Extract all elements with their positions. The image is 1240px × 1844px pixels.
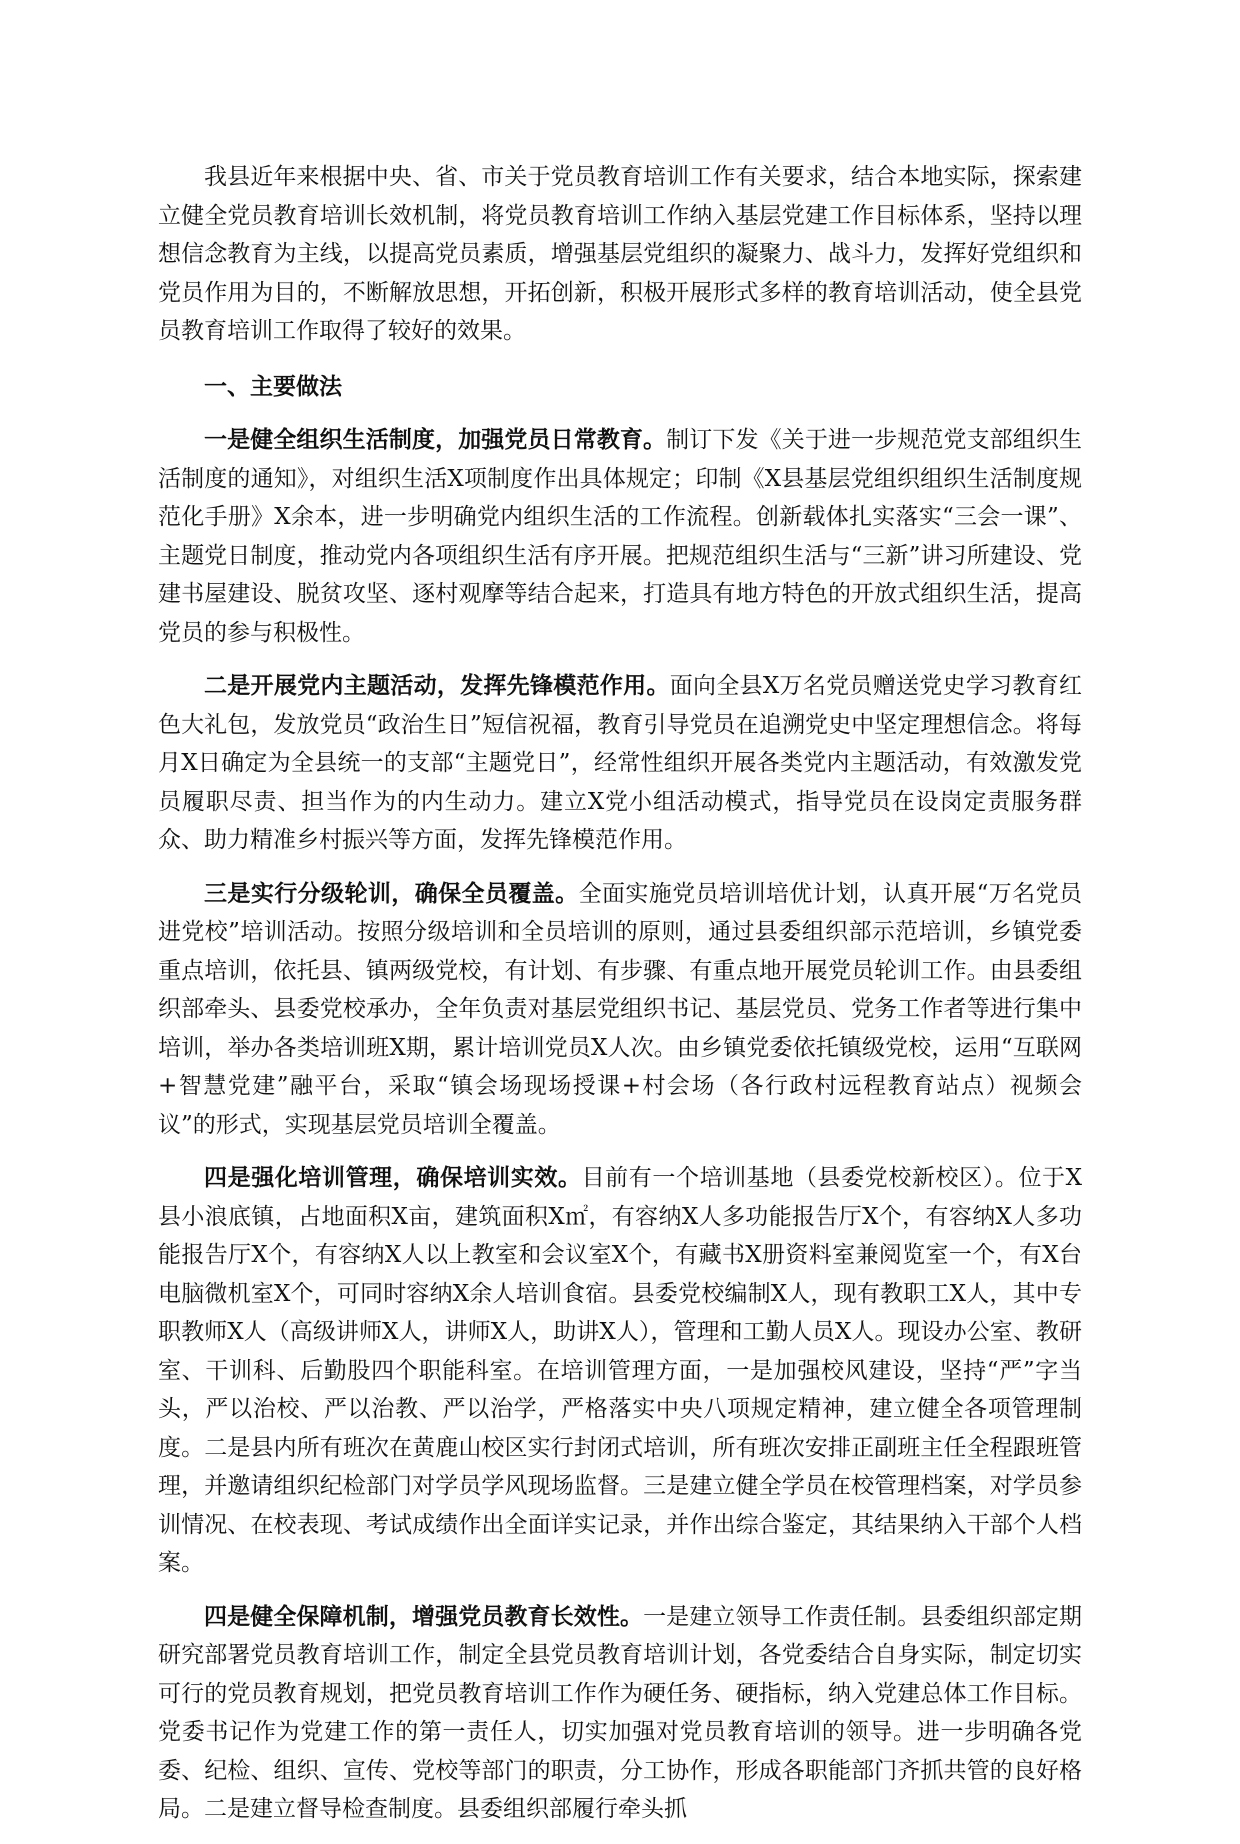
item-lead-2: 二是开展党内主题活动，发挥先锋模范作用。 (204, 672, 670, 699)
item-body-2: 面向全县X万名党员赠送党史学习教育红色大礼包，发放党员“政治生日”短信祝福，教育引导党员在追溯党史中坚定理想信念。将每月X日确定为全县统一的支部“主题党日”，经常性组织开展各类党内主题活动，有效激发党员履职尽责、担当作为的内生动力。建立X党小组活动模式，指导党员在设岗定责服务群众、助力精准乡村振兴等方面，发挥先锋模范作用。 (158, 673, 1083, 853)
item-body-4: 目前有一个培训基地（县委党校新校区）。位于X县小浪底镇，占地面积X亩，建筑面积X㎡，有容纳X人多功能报告厅X个，有容纳X人多功能报告厅X个，有容纳X人以上教室和会议室X个，有藏书X册资料室兼阅览室一个，有X台电脑微机室X个，可同时容纳X余人培训食宿。县委党校编制X人，现有教职工X人，其中专职教师X人（高级讲师X人，讲师X人，助讲X人），管理和工勤人员X人。现设办公室、教研室、干训科、后勤股四个职能科室。在培训管理方面，一是加强校风建设，坚持“严”字当头，严以治校、严以治教、严以治学，严格落实中央八项规定精神，建立健全各项管理制度。二是县内所有班次在黄鹿山校区实行封闭式培训，所有班次安排正副班主任全程跟班管理，并邀请组织纪检部门对学员学风现场监督。三是建立健全学员在校管理档案，对学员参训情况、在校表现、考试成绩作出全面详实记录，并作出综合鉴定，其结果纳入干部个人档案。 (158, 1165, 1083, 1576)
intro-paragraph: 我县近年来根据中央、省、市关于党员教育培训工作有关要求，结合本地实际，探索建立健全党员教育培训长效机制，将党员教育培训工作纳入基层党建工作目标体系，坚持以理想信念教育为主线，以提高党员素质，增强基层党组织的凝聚力、战斗力，发挥好党组织和党员作用为目的，不断解放思想，开拓创新，积极开展形式多样的教育培训活动，使全县党员教育培训工作取得了较好的效果。 (158, 164, 1082, 344)
item-body-3: 全面实施党员培训培优计划，认真开展“万名党员进党校”培训活动。按照分级培训和全员培训的原则，通过县委组织部示范培训，乡镇党委重点培训，依托县、镇两级党校，有计划、有步骤、有重点地开展党员轮训工作。由县委组织部牵头、县委党校承办，全年负责对基层党组织书记、基层党员、党务工作者等进行集中培训，举办各类培训班X期，累计培训党员X人次。由乡镇党委依托镇级党校，运用“互联网+智慧党建”融平台，采取“镇会场现场授课+村会场（各行政村远程教育站点）视频会议”的形式，实现基层党员培训全覆盖。 (158, 880, 1082, 1138)
section-heading: 一、主要做法 (204, 372, 342, 400)
item-body-5: 一是建立领导工作责任制。县委组织部定期研究部署党员教育培训工作，制定全县党员教育培训计划，各党委结合自身实际，制定切实可行的党员教育规划，把党员教育培训工作作为硬任务、硬指标，纳入党建总体工作目标。党委书记作为党建工作的第一责任人，切实加强对党员教育培训的领导。进一步明确各党委、纪检、组织、宣传、党校等部门的职责，分工协作，形成各职能部门齐抓共管的良好格局。二是建立督导检查制度。县委组织部履行牵头抓 (158, 1603, 1083, 1822)
item-lead-4: 四是强化培训管理，确保培训实效。 (204, 1164, 582, 1191)
item-body-1: 制订下发《关于进一步规范党支部组织生活制度的通知》，对组织生活X项制度作出具体规定；印制《X县基层党组织组织生活制度规范化手册》X余本，进一步明确党内组织生活的工作流程。创新载体扎实落实“三会一课”、主题党日制度，推动党内各项组织生活有序开展。把规范组织生活与“三新”讲习所建设、党建书屋建设、脱贫攻坚、逐村观摩等结合起来，打造具有地方特色的开放式组织生活，提高党员的参与积极性。 (158, 427, 1083, 646)
item-paragraph-5 (158, 1598, 1082, 1829)
item-paragraph-3 (158, 875, 1082, 1145)
item-paragraph-4 (158, 1159, 1082, 1583)
item-lead-1: 一是健全组织生活制度，加强党员日常教育。 (204, 426, 667, 453)
item-paragraph-1 (158, 421, 1082, 652)
document-page (158, 158, 1082, 1844)
item-lead-3: 三是实行分级轮训，确保全员覆盖。 (204, 879, 579, 907)
item-paragraph-2 (158, 667, 1082, 860)
item-lead-5: 四是健全保障机制，增强党员教育长效性。 (204, 1602, 644, 1630)
